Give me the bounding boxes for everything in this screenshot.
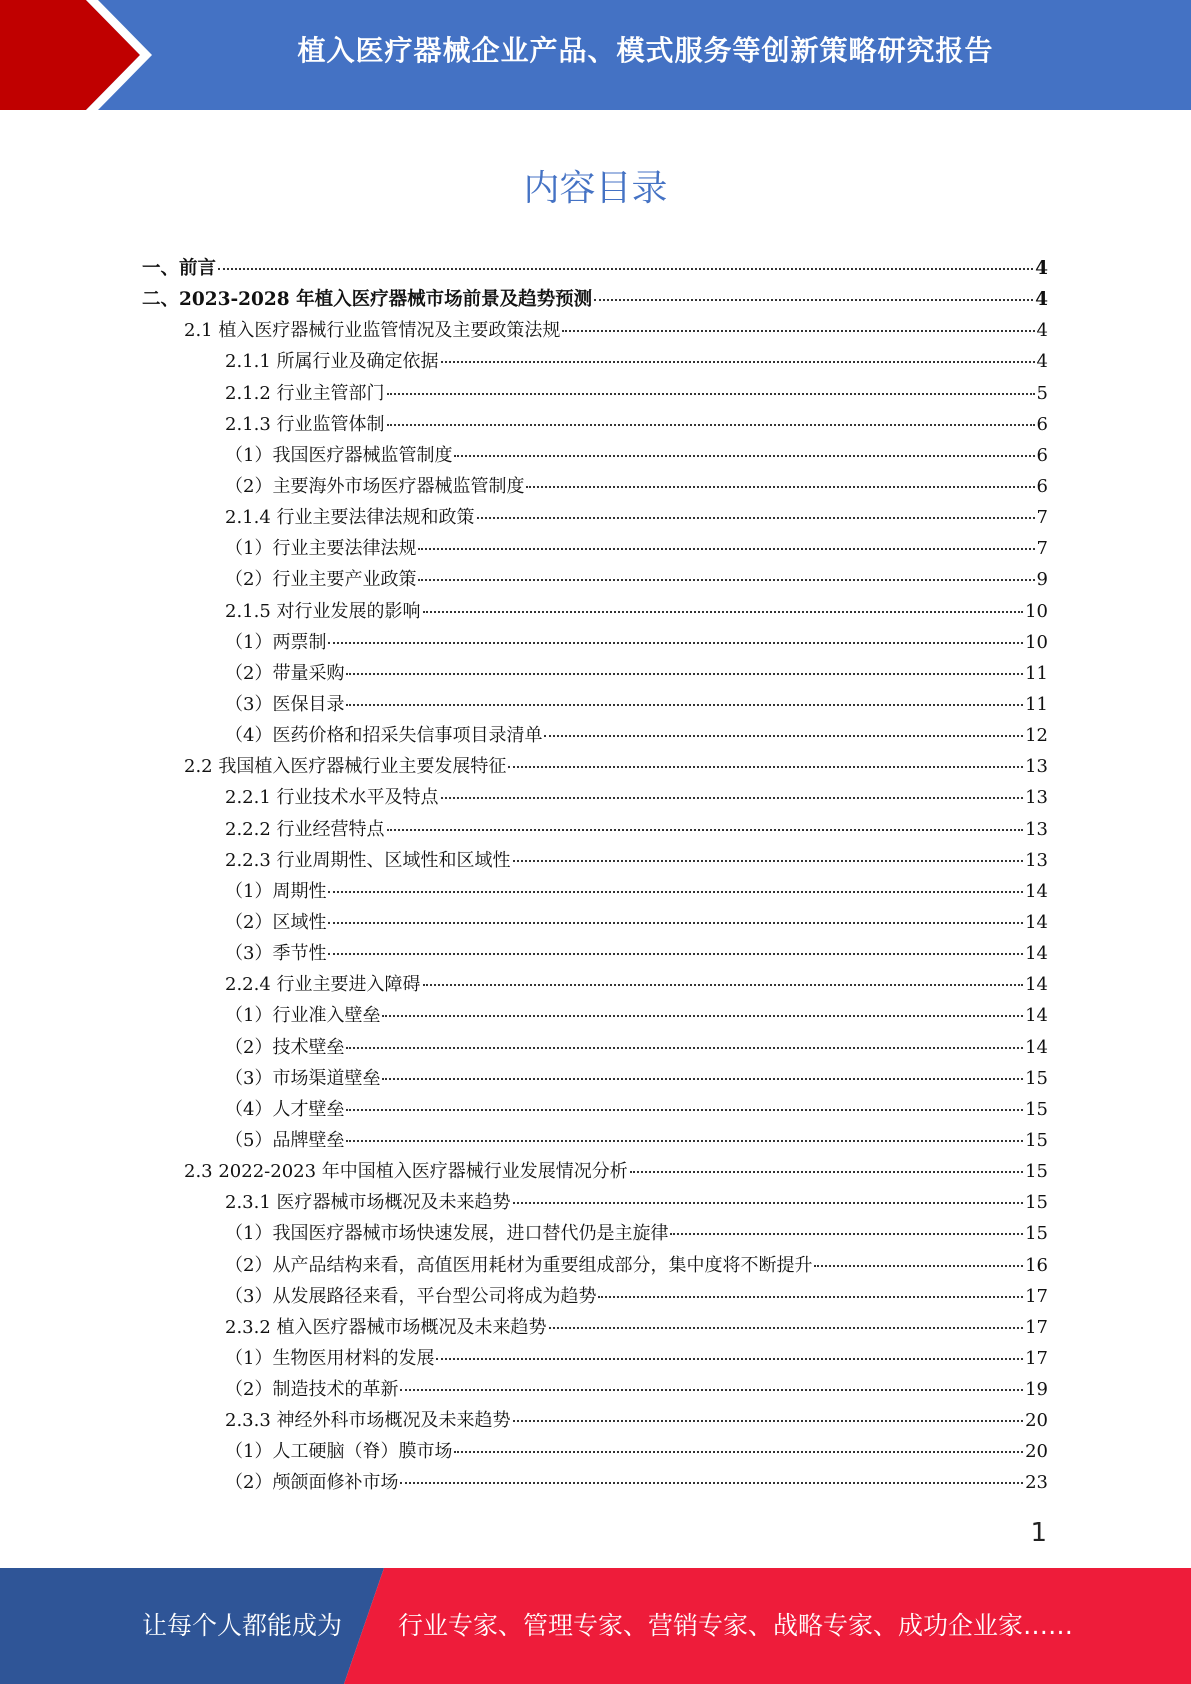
toc-entry-title: 2.1.4 行业主要法律法规和政策 <box>225 507 475 529</box>
toc-entry-page: 13 <box>1025 849 1048 871</box>
toc-entry-page: 13 <box>1025 818 1048 840</box>
toc-entry[interactable] <box>142 1219 1048 1250</box>
toc-dot-leader <box>346 704 1023 706</box>
toc-entry[interactable] <box>142 690 1048 721</box>
toc-dot-leader <box>400 1389 1023 1391</box>
toc-entry-title: 2.1.1 所属行业及确定依据 <box>225 351 439 373</box>
toc-entry[interactable] <box>142 1095 1048 1126</box>
toc-dot-leader <box>814 1265 1023 1267</box>
toc-dot-leader <box>423 984 1024 986</box>
toc-entry-page: 13 <box>1025 756 1048 778</box>
toc-entry-page: 7 <box>1036 507 1048 529</box>
toc-entry-page: 17 <box>1025 1316 1048 1338</box>
toc-entry-page: 6 <box>1036 475 1048 497</box>
toc-entry-title: （2）从产品结构来看，高值医用耗材为重要组成部分，集中度将不断提升 <box>225 1254 813 1276</box>
toc-entry[interactable] <box>142 1344 1048 1375</box>
toc-dot-leader <box>346 1140 1023 1142</box>
toc-entry-title: （2）技术壁垒 <box>225 1036 345 1058</box>
toc-entry[interactable] <box>142 783 1048 814</box>
toc-entry-title: （3）市场渠道壁垒 <box>225 1067 381 1089</box>
toc-entry-page: 10 <box>1025 631 1048 653</box>
toc-entry-page: 4 <box>1035 258 1048 279</box>
toc-dot-leader <box>508 766 1023 768</box>
toc-entry[interactable] <box>142 410 1048 441</box>
toc-dot-leader <box>454 1451 1023 1453</box>
toc-entry-title: （1）行业主要法律法规 <box>225 538 417 560</box>
toc-entry-title: （1）我国医疗器械监管制度 <box>225 444 453 466</box>
toc-dot-leader <box>454 455 1034 457</box>
toc-entry-title: 2.3.2 植入医疗器械市场概况及未来趋势 <box>225 1316 547 1338</box>
toc-entry[interactable] <box>142 1313 1048 1344</box>
toc-dot-leader <box>594 299 1033 301</box>
toc-entry-page: 15 <box>1025 1161 1048 1183</box>
toc-entry-page: 6 <box>1036 444 1048 466</box>
toc-entry[interactable] <box>142 1282 1048 1313</box>
toc-entry-title: 2.2.4 行业主要进入障碍 <box>225 974 421 996</box>
toc-entry[interactable] <box>142 254 1048 285</box>
toc-dot-leader <box>544 735 1023 737</box>
toc-entry-title: 2.1.3 行业监管体制 <box>225 413 385 435</box>
toc-entry-page: 15 <box>1025 1192 1048 1214</box>
toc-entry[interactable] <box>142 877 1048 908</box>
toc-entry[interactable] <box>142 1468 1048 1499</box>
toc-entry-title: （3）医保目录 <box>225 693 345 715</box>
toc-entry-title: 2.3.1 医疗器械市场概况及未来趋势 <box>225 1192 511 1214</box>
toc-entry[interactable] <box>142 939 1048 970</box>
toc-dot-leader <box>387 424 1035 426</box>
toc-dot-leader <box>387 393 1035 395</box>
toc-entry[interactable] <box>142 441 1048 472</box>
toc-entry-page: 4 <box>1035 289 1048 311</box>
toc-entry-title: （2）颅颌面修补市场 <box>225 1472 399 1494</box>
footer-slogan-left: 让每个人都能成为 <box>142 1611 343 1640</box>
toc-dot-leader <box>441 361 1035 363</box>
toc-entry-page: 20 <box>1025 1410 1048 1432</box>
toc-entry-page: 11 <box>1025 662 1048 684</box>
toc-entry-title: （2）主要海外市场医疗器械监管制度 <box>225 475 525 497</box>
toc-entry-page: 15 <box>1025 1223 1048 1245</box>
toc-entry-title: 2.1.5 对行业发展的影响 <box>225 600 421 622</box>
toc-dot-leader <box>382 1078 1023 1080</box>
page-header <box>0 0 1191 110</box>
toc-dot-leader <box>423 611 1024 613</box>
toc-entry-title: （5）品牌壁垒 <box>225 1129 345 1151</box>
toc-dot-leader <box>562 330 1034 332</box>
toc-entry[interactable] <box>142 472 1048 503</box>
toc-entry-page: 19 <box>1025 1379 1048 1401</box>
toc-dot-leader <box>328 953 1023 955</box>
toc-dot-leader <box>549 1327 1024 1329</box>
toc-dot-leader <box>218 268 1033 270</box>
toc-dot-leader <box>630 1171 1023 1173</box>
toc-entry-page: 4 <box>1036 351 1048 373</box>
toc-entry[interactable] <box>142 1001 1048 1032</box>
toc-entry[interactable] <box>142 1064 1048 1095</box>
toc-entry[interactable] <box>142 285 1048 316</box>
toc-dot-leader <box>346 673 1023 675</box>
toc-dot-leader <box>346 1109 1023 1111</box>
toc-entry[interactable] <box>142 565 1048 596</box>
toc-entry-title: 2.2.1 行业技术水平及特点 <box>225 787 439 809</box>
toc-dot-leader <box>418 548 1034 550</box>
toc-entry[interactable] <box>142 1437 1048 1468</box>
toc-entry-title: （1）行业准入壁垒 <box>225 1005 381 1027</box>
toc-entry-page: 14 <box>1025 880 1048 902</box>
toc-entry-title: （3）从发展路径来看，平台型公司将成为趋势 <box>225 1285 597 1307</box>
toc-entry-title: （3）季节性 <box>225 943 327 965</box>
toc-entry[interactable] <box>142 1406 1048 1437</box>
toc-entry-title: 2.2 我国植入医疗器械行业主要发展特征 <box>184 756 507 778</box>
toc-dot-leader <box>526 486 1034 488</box>
toc-entry-title: （4）医药价格和招采失信事项目录清单 <box>225 725 543 747</box>
toc-dot-leader <box>513 1420 1024 1422</box>
toc-entry-title: （2）制造技术的革新 <box>225 1379 399 1401</box>
toc-entry-page: 13 <box>1025 787 1048 809</box>
toc-dot-leader <box>418 579 1034 581</box>
toc-dot-leader <box>387 829 1024 831</box>
toc-entry-page: 15 <box>1025 1129 1048 1151</box>
toc-dot-leader <box>441 797 1024 799</box>
toc-entry[interactable] <box>142 379 1048 410</box>
toc-entry[interactable] <box>142 1188 1048 1219</box>
toc-entry-page: 11 <box>1025 693 1048 715</box>
toc-entry-title: （1）人工硬脑（脊）膜市场 <box>225 1441 453 1463</box>
toc-entry-page: 14 <box>1025 911 1048 933</box>
toc-entry-title: 2.3 2022-2023 年中国植入医疗器械行业发展情况分析 <box>184 1161 628 1183</box>
toc-entry[interactable] <box>142 908 1048 939</box>
toc-entry[interactable] <box>142 721 1048 752</box>
toc-dot-leader <box>670 1233 1023 1235</box>
toc-entry-title: （2）区域性 <box>225 911 327 933</box>
toc-entry-title: 2.2.2 行业经营特点 <box>225 818 385 840</box>
toc-entry-page: 15 <box>1025 1067 1048 1089</box>
toc-entry[interactable] <box>142 597 1048 628</box>
toc-entry[interactable] <box>142 503 1048 534</box>
toc-entry[interactable] <box>142 970 1048 1001</box>
toc-entry-title: （1）我国医疗器械市场快速发展，进口替代仍是主旋律 <box>225 1223 669 1245</box>
toc-dot-leader <box>328 891 1023 893</box>
toc-entry-title: （4）人才壁垒 <box>225 1098 345 1120</box>
toc-entry[interactable] <box>142 347 1048 378</box>
toc-entry-title: 2.2.3 行业周期性、区域性和区域性 <box>225 849 511 871</box>
toc-entry[interactable] <box>142 752 1048 783</box>
toc-entry-page: 12 <box>1025 725 1048 747</box>
toc-dot-leader <box>346 1047 1023 1049</box>
toc-entry-title: （1）生物医用材料的发展 <box>225 1347 435 1369</box>
toc-entry-page: 16 <box>1025 1254 1048 1276</box>
toc-entry[interactable] <box>142 1157 1048 1188</box>
toc-dot-leader <box>328 642 1023 644</box>
toc-entry-page: 20 <box>1025 1441 1048 1463</box>
toc-dot-leader <box>382 1015 1023 1017</box>
toc-dot-leader <box>513 860 1024 862</box>
toc-entry[interactable] <box>142 815 1048 846</box>
toc-dot-leader <box>436 1358 1023 1360</box>
toc-entry[interactable] <box>142 628 1048 659</box>
table-of-contents <box>142 254 1048 1500</box>
toc-entry-page: 15 <box>1025 1098 1048 1120</box>
toc-entry-title: （1）两票制 <box>225 631 327 653</box>
toc-entry-page: 4 <box>1036 320 1048 342</box>
toc-heading: 内容目录 <box>523 168 668 209</box>
toc-entry[interactable] <box>142 1251 1048 1282</box>
toc-entry-title: （2）带量采购 <box>225 662 345 684</box>
toc-entry[interactable] <box>142 534 1048 565</box>
toc-entry-page: 14 <box>1025 974 1048 996</box>
toc-entry[interactable] <box>142 1033 1048 1064</box>
toc-entry-page: 14 <box>1025 943 1048 965</box>
toc-dot-leader <box>598 1296 1023 1298</box>
toc-entry-page: 9 <box>1036 569 1048 591</box>
page-footer <box>0 1568 1191 1684</box>
toc-dot-leader <box>400 1482 1023 1484</box>
report-title: 植入医疗器械企业产品、模式服务等创新策略研究报告 <box>297 34 994 67</box>
toc-entry[interactable] <box>142 846 1048 877</box>
toc-dot-leader <box>513 1202 1024 1204</box>
toc-entry-page: 14 <box>1025 1005 1048 1027</box>
toc-entry-page: 17 <box>1025 1285 1048 1307</box>
toc-entry-title: （1）周期性 <box>225 880 327 902</box>
toc-entry[interactable] <box>142 316 1048 347</box>
toc-entry[interactable] <box>142 1126 1048 1157</box>
footer-slogan-right: 行业专家、管理专家、营销专家、战略专家、成功企业家…… <box>398 1611 1074 1640</box>
toc-entry-title: 一、前言 <box>142 258 217 279</box>
toc-entry-title: 2.1 植入医疗器械行业监管情况及主要政策法规 <box>184 320 561 342</box>
toc-entry-title: 二、2023-2028 年植入医疗器械市场前景及趋势预测 <box>142 289 593 311</box>
toc-entry-page: 6 <box>1036 413 1048 435</box>
toc-entry-page: 7 <box>1036 538 1048 560</box>
toc-entry-page: 10 <box>1025 600 1048 622</box>
toc-entry-title: 2.1.2 行业主管部门 <box>225 382 385 404</box>
toc-entry[interactable] <box>142 1375 1048 1406</box>
toc-entry-page: 23 <box>1025 1472 1048 1494</box>
toc-entry-page: 5 <box>1036 382 1048 404</box>
toc-entry[interactable] <box>142 659 1048 690</box>
toc-dot-leader <box>328 922 1023 924</box>
toc-dot-leader <box>477 517 1035 519</box>
page-number: 1 <box>1030 1518 1047 1548</box>
toc-entry-page: 14 <box>1025 1036 1048 1058</box>
toc-entry-title: （2）行业主要产业政策 <box>225 569 417 591</box>
toc-entry-title: 2.3.3 神经外科市场概况及未来趋势 <box>225 1410 511 1432</box>
toc-entry-page: 17 <box>1025 1347 1048 1369</box>
